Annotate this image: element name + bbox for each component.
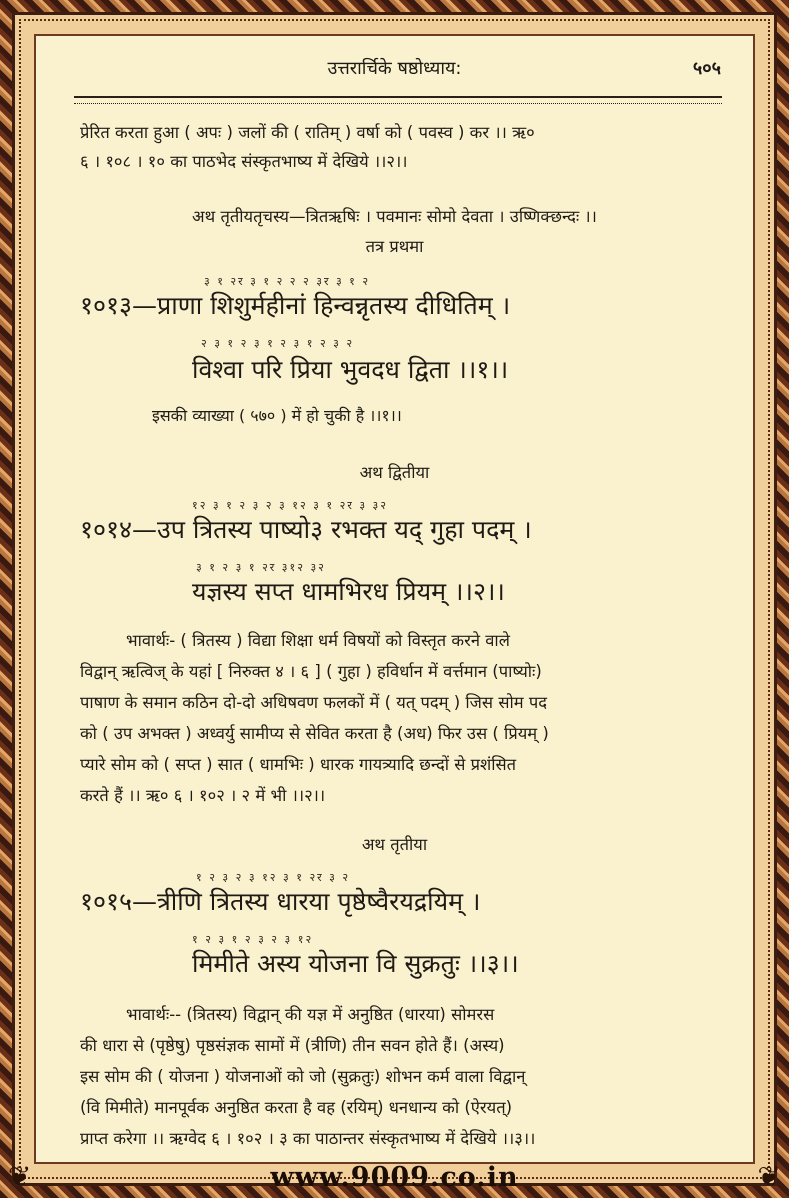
meaning-1015-line-1: भावार्थः-- (त्रितस्य) विद्वान् की यज्ञ में अनुष्ठित (धारया) सोमरस bbox=[126, 1005, 495, 1024]
verse1013-accent-marks-2: २ ३ १ २ ३ १ २ ३ १ २ ३ २ bbox=[201, 337, 355, 350]
verse-1013-note: इसकी व्याख्या ( ५७० ) में हो चुकी है ।।१।। bbox=[152, 406, 402, 425]
meaning-1014-line-5: प्यारे सोम को ( सप्त ) सात ( धामभिः ) धारक गायत्र्यादि छन्दों से प्रशंसित bbox=[80, 755, 517, 774]
verse-1015-line-1: १०१५—त्रीणि त्रितस्य धारया पृष्ठेष्वैरयद्रयिम् । bbox=[80, 887, 481, 916]
website-watermark: www.9009.co.in bbox=[270, 1162, 519, 1193]
header-rule bbox=[74, 96, 722, 104]
verse1014-accent-marks: १२ ३ १ २ ३ २ ३ १२ ३ १ २र ३ ३२ bbox=[192, 499, 388, 512]
meaning-1014-line-1: भावार्थः- ( त्रितस्य ) विद्या शिक्षा धर्म विषयों को विस्तृत करने वाले bbox=[126, 631, 510, 650]
page-number: ५०५ bbox=[692, 58, 721, 79]
section1-subheading: तत्र प्रथमा bbox=[365, 237, 424, 256]
verse-1013-line-2: विश्वा परि प्रिया भुवदध द्विता ।।१।। bbox=[192, 355, 509, 384]
section2-heading: अथ द्वितीया bbox=[359, 463, 430, 482]
meaning-1015-line-5: प्राप्त करेगा ।। ऋग्वेद ६ । १०२ । ३ का पाठान्तर संस्कृतभाष्य में देखिये ।।३।। bbox=[80, 1129, 536, 1148]
verse1015-accent-marks: १ २ ३ २ ३ १२ ३ १ २र ३ २ bbox=[196, 871, 351, 884]
verse-1015-line-2: मिमीते अस्य योजना वि सुक्रतुः ।।३।। bbox=[192, 949, 519, 978]
right-swirl-ornament: ❦ bbox=[757, 1160, 781, 1193]
page-header bbox=[36, 56, 753, 82]
chapter-title: उत्तरार्चिके षष्ठोध्याय: bbox=[327, 58, 462, 79]
verse1015-accent-marks-2: १ २ ३ १ २ ३ २ ३ १२ bbox=[192, 933, 314, 946]
intro-line-2: ६ । १०८ । १० का पाठभेद संस्कृतभाष्य में देखिये ।।२।। bbox=[80, 152, 408, 171]
left-swirl-ornament: ❦ bbox=[8, 1160, 32, 1193]
verse1014-accent-marks-2: ३ १ २ ३ १ २र ३१२ ३२ bbox=[196, 561, 326, 574]
verse-1013-line-1: १०१३—प्राणा शिशुर्महीनां हिन्वन्नृतस्य दीधितिम् । bbox=[80, 291, 511, 320]
meaning-1015-line-2: की धारा से (पृष्ठेषु) पृष्ठसंज्ञक सामों में (त्रीणि) तीन सवन होते हैं। (अस्य) bbox=[80, 1036, 505, 1055]
meaning-1014-line-2: विद्वान् ऋत्विज् के यहां [ निरुक्त ४ । ६ ] ( गुहा ) हविर्धान में वर्त्तमान (पाष्योः) bbox=[80, 662, 542, 681]
meaning-1015-line-3: इस सोम की ( योजना ) योजनाओं को जो (सुक्रतुः) शोभन कर्म वाला विद्वान् bbox=[80, 1067, 526, 1086]
meaning-1014-line-3: पाषाण के समान कठिन दो-दो अधिषवण फलकों में ( यत् पदम् ) जिस सोम पद bbox=[80, 693, 547, 712]
verse1013-accent-marks: ३ १ २र ३ १ २ २ २ ३र ३ १ २ bbox=[204, 275, 371, 288]
verse-1014-line-2: यज्ञस्य सप्त धामभिरध प्रियम् ।।२।। bbox=[192, 577, 505, 606]
section1-heading: अथ तृतीयतृचस्य—त्रितऋषिः । पवमानः सोमो देवता । उष्णिक्छन्दः ।। bbox=[192, 207, 597, 226]
meaning-1015-line-4: (वि मिमीते) मानपूर्वक अनुष्ठित करता है वह (रयिम्) धनधान्य को (ऐरयत्) bbox=[80, 1098, 513, 1117]
meaning-1014-line-6: करते हैं ।। ऋ० ६ । १०२ । २ में भी ।।२।। bbox=[80, 786, 326, 805]
verse-1014-line-1: १०१४—उप त्रितस्य पाष्यो३ रभक्त यद् गुहा पदम् । bbox=[80, 515, 532, 544]
meaning-1014-line-4: को ( उप अभक्त ) अध्वर्यु सामीप्य से सेवित करता है (अध) फिर उस ( प्रियम् ) bbox=[80, 724, 549, 743]
section3-heading: अथ तृतीया bbox=[361, 835, 428, 854]
intro-line-1: प्रेरित करता हुआ ( अपः ) जलों की ( रातिम् ) वर्षा को ( पवस्व ) कर ।। ऋ० bbox=[80, 123, 535, 142]
book-page bbox=[34, 34, 755, 1164]
